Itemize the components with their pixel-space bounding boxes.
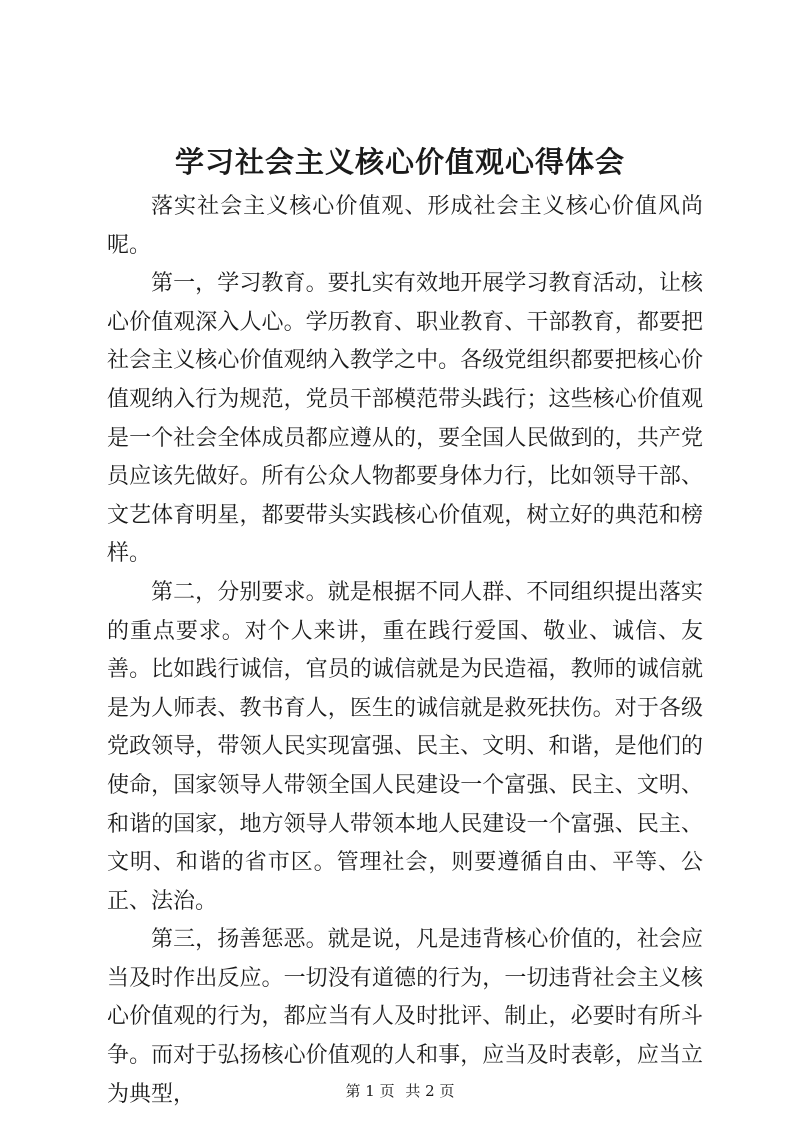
paragraph-first: 第一，学习教育。要扎实有效地开展学习教育活动，让核心价值观深入人心。学历教育、职业教育、干部教育，都要把社会主义核心价值观纳入教学之中。各级党组织都要把核心价值观纳入行为规范，党员干部模范带头践行；这些核心价值观是一个社会全体成员都应遵从的，要全国人民做到的，共产党员应该先做好。所有公众人物都要身体力行，比如领导干部、文艺体育明星，都要带头实践核心价值观，树立好的典范和榜样。 <box>107 271 703 567</box>
page-footer <box>0 1080 800 1101</box>
document-body <box>107 188 703 1114</box>
page-total: 共 2 页 <box>405 1082 455 1100</box>
paragraph-third: 第三，扬善惩恶。就是说，凡是违背核心价值的，社会应当及时作出反应。一切没有道德的行为，一切违背社会主义核心价值观的行为，都应当有人及时批评、制止，必要时有所斗争。而对于弘扬核心价值观的人和事，应当及时表彰，应当立为典型， <box>107 927 703 1107</box>
page-number: 第 1 页 <box>345 1082 395 1100</box>
paragraph-second: 第二，分别要求。就是根据不同人群、不同组织提出落实的重点要求。对个人来讲，重在践行爱国、敬业、诚信、友善。比如践行诚信，官员的诚信就是为民造福，教师的诚信就是为人师表、教书育人，医生的诚信就是救死扶伤。对于各级党政领导，带领人民实现富强、民主、文明、和谐，是他们的使命，国家领导人带领全国人民建设一个富强、民主、文明、和谐的国家，地方领导人带领本地人民建设一个富强、民主、文明、和谐的省市区。管理社会，则要遵循自由、平等、公正、法治。 <box>107 579 703 914</box>
paragraph-intro: 落实社会主义核心价值观、形成社会主义核心价值风尚呢。 <box>107 194 703 258</box>
document-title: 学习社会主义核心价值观心得体会 <box>174 145 625 179</box>
